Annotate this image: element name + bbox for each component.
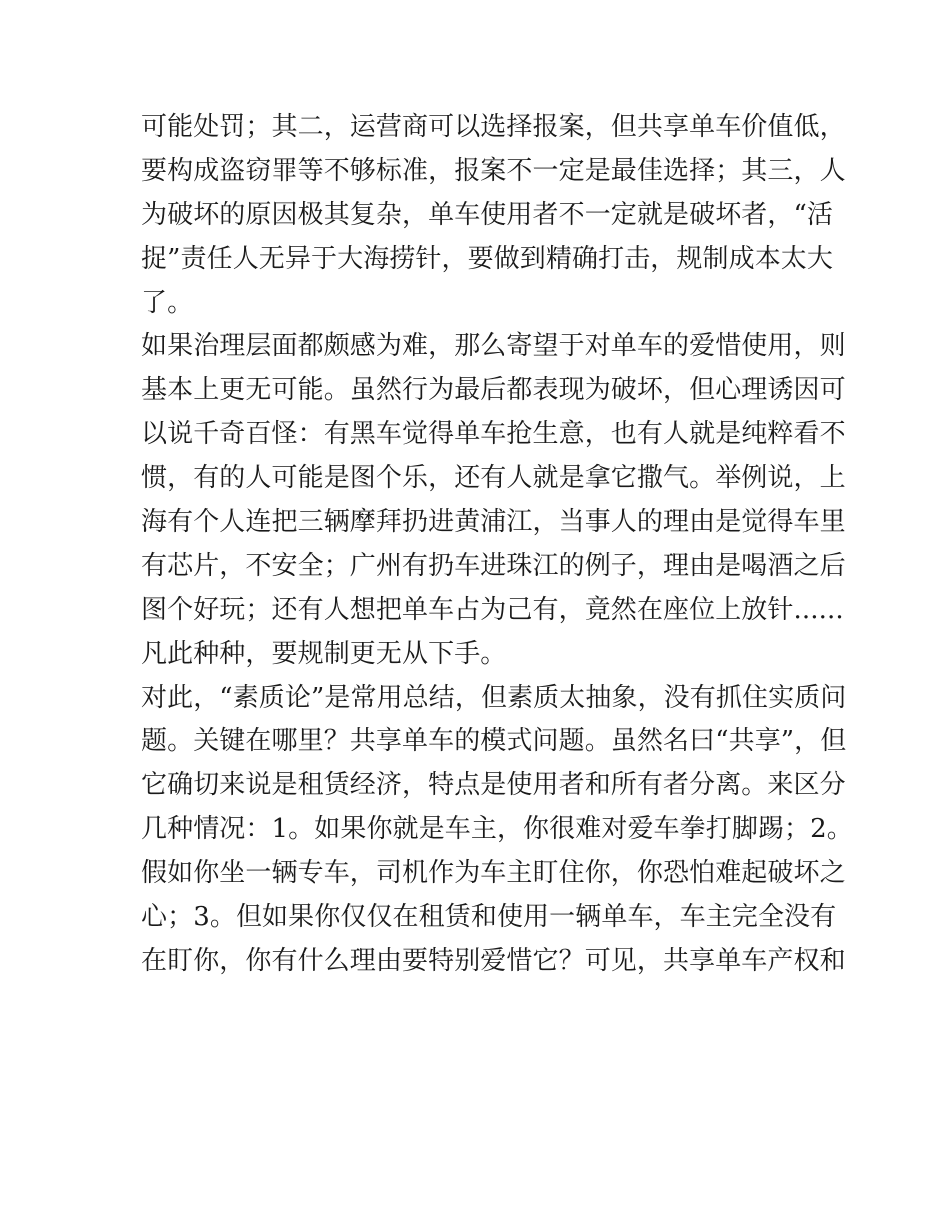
text-line: 要构成盗窃罪等不够标准，报案不一定是最佳选择；其三，人 bbox=[141, 155, 846, 186]
text-line: 几种情况：1。如果你就是车主，你很难对爱车拳打脚踢；2。 bbox=[141, 814, 853, 845]
text-line: 假如你坐一辆专车，司机作为车主盯住你，你恐怕难起破坏之 bbox=[141, 858, 846, 889]
text-line: 惯，有的人可能是图个乐，还有人就是拿它撒气。举例说，上 bbox=[141, 463, 846, 494]
text-line: 对此，“素质论”是常用总结，但素质太抽象，没有抓住实质问 bbox=[141, 682, 847, 713]
text-line: 它确切来说是租赁经济，特点是使用者和所有者分离。来区分 bbox=[141, 770, 846, 801]
text-line: 了。 bbox=[141, 287, 194, 318]
text-line: 为破坏的原因极其复杂，单车使用者不一定就是破坏者，“活 bbox=[141, 199, 833, 230]
text-line: 凡此种种，要规制更无从下手。 bbox=[141, 638, 507, 669]
text-line: 捉”责任人无异于大海捞针，要做到精确打击，规制成本太大 bbox=[141, 243, 833, 274]
text-line: 以说千奇百怪：有黑车觉得单车抢生意，也有人就是纯粹看不 bbox=[141, 419, 846, 450]
text-line: 基本上更无可能。虽然行为最后都表现为破坏，但心理诱因可 bbox=[141, 375, 846, 406]
text-line: 心；3。但如果你仅仅在租赁和使用一辆单车，车主完全没有 bbox=[141, 902, 837, 933]
text-line: 题。关键在哪里？共享单车的模式问题。虽然名曰“共享”，但 bbox=[141, 726, 847, 757]
body-text bbox=[141, 106, 853, 984]
text-line: 海有个人连把三辆摩拜扔进黄浦江，当事人的理由是觉得车里 bbox=[141, 507, 846, 538]
text-line: 在盯你，你有什么理由要特别爱惜它？可见，共享单车产权和 bbox=[141, 945, 846, 976]
text-line: 有芯片，不安全；广州有扔车进珠江的例子，理由是喝酒之后 bbox=[141, 550, 846, 581]
text-line: 图个好玩；还有人想把单车占为己有，竟然在座位上放针...... bbox=[141, 594, 844, 625]
text-line: 如果治理层面都颇感为难，那么寄望于对单车的爱惜使用，则 bbox=[141, 331, 846, 362]
text-line: 可能处罚；其二，运营商可以选择报案，但共享单车价值低， bbox=[141, 112, 846, 142]
